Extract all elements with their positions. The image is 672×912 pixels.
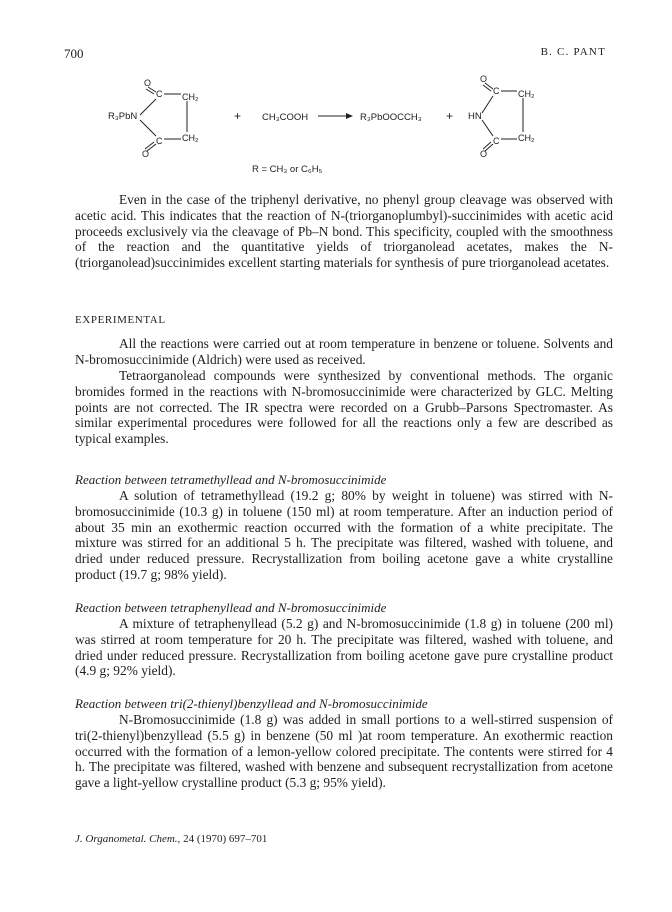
section-heading-tetramethyllead: Reaction between tetramethyllead and N-bromosuccinimide <box>75 472 387 487</box>
reaction-scheme <box>60 68 620 178</box>
lead-acetate-label: R₃PbOOCCH₃ <box>360 112 422 123</box>
plus-sign-2: + <box>446 109 454 123</box>
section-text-thienylbenzyllead: N-Bromosuccinimide (1.8 g) was added in small portions to a well-stirred suspension of tri(2-thienyl)benzyllead (5.5 g) in benzene (50 ml )at room temperature. An exothermic reaction occurred with the formation of a lemon-yellow colored precipitate. The contents were stirred for 4 h. The precipitate was filtered, washed with benzene and subsequent recrystallization from acetone gave a light-yellow crystalline product (5.3 g; 95% yield). <box>75 712 613 791</box>
carbon-top-right: C <box>493 86 500 96</box>
ch2-bottom-right: CH₂ <box>518 133 535 143</box>
plus-sign-1: + <box>234 109 242 123</box>
section-heading-thienylbenzyllead: Reaction between tri(2-thienyl)benzyllead and N-bromosuccinimide <box>75 696 428 711</box>
experimental-paragraph-2: Tetraorganolead compounds were synthesized by conventional methods. The organic bromides formed in the reactions with N-bromosuccinimide were characterized by GLC. Melting points are not corrected. The IR spectra were recorded on a Grubb–Parsons Spectromaster. As similar experimental procedures were followed for all the reactions only a few are described as typical examples. <box>75 368 613 447</box>
r-definition: R = CH₃ or C₆H₅ <box>252 164 323 175</box>
experimental-heading: EXPERIMENTAL <box>75 314 166 326</box>
carbon-bottom-left: C <box>156 136 163 146</box>
experimental-paragraph-1: All the reactions were carried out at room temperature in benzene or toluene. Solvents and N-bromosuccinimide (Aldrich) were used as received. <box>75 336 613 367</box>
hn-label: HN <box>468 111 482 122</box>
carbon-top-left: C <box>156 89 163 99</box>
succinimide-product <box>468 74 535 159</box>
ch2-top-right: CH₂ <box>518 89 535 99</box>
page-number: 700 <box>64 46 84 61</box>
section-text-tetraphenyllead: A mixture of tetraphenyllead (5.2 g) and N-bromosuccinimide (1.8 g) in toluene (200 ml) was stirred at room temperature for 20 h. The precipitate was filtered, washed with toluene, and dried under reduced pressure. Recrystallization from boiling acetone gave pure crystalline product (4.9 g; 92% yield). <box>75 616 613 679</box>
journal-citation: 24 (1970) 697–701 <box>183 833 268 845</box>
oxygen-bottom-right: O <box>480 149 488 159</box>
running-head-author: B. C. PANT <box>540 46 606 58</box>
oxygen-top-right: O <box>480 74 488 84</box>
ch2-top-left: CH₂ <box>182 92 199 102</box>
section-text-tetramethyllead: A solution of tetramethyllead (19.2 g; 80% by weight in toluene) was stirred with N-bromosuccinimide (10.3 g) in toluene (150 ml) at room temperature. After an induction period of about 35 min an exothermic reaction occurred with the formation of a white precipitate. The mixture was stirred for an additional 5 h. The precipitate was filtered, washed with toluene, and dried under reduced pressure. Recrystallization from boiling acetone gave a white crystalline product (19.7 g; 98% yield). <box>75 488 613 582</box>
ch2-bottom-left: CH₂ <box>182 133 199 143</box>
oxygen-bottom-left: O <box>142 149 150 159</box>
oxygen-top-left: O <box>144 78 152 88</box>
intro-paragraph: Even in the case of the triphenyl derivative, no phenyl group cleavage was observed with acetic acid. This indicates that the reaction of N-(triorganoplumbyl)-succinimides with acetic acid proceeds exclusively via the cleavage of Pb–N bond. This specificity, coupled with the smoothness of the reaction and the quantitative yields of triorganolead acetates, makes the N-(triorganolead)succinimides excellent starting materials for synthesis of pure triorganolead acetates. <box>75 192 613 271</box>
journal-footer <box>75 833 267 845</box>
reaction-arrow <box>318 113 353 119</box>
section-heading-tetraphenyllead: Reaction between tetraphenyllead and N-bromosuccinimide <box>75 600 387 615</box>
carbon-bottom-right: C <box>493 136 500 146</box>
r3pbn-label: R₃PbN <box>108 111 138 122</box>
acetic-acid-label: CH₃COOH <box>262 112 309 123</box>
succinimide-reactant <box>108 78 199 159</box>
journal-name: J. Organometal. Chem., <box>75 833 181 845</box>
